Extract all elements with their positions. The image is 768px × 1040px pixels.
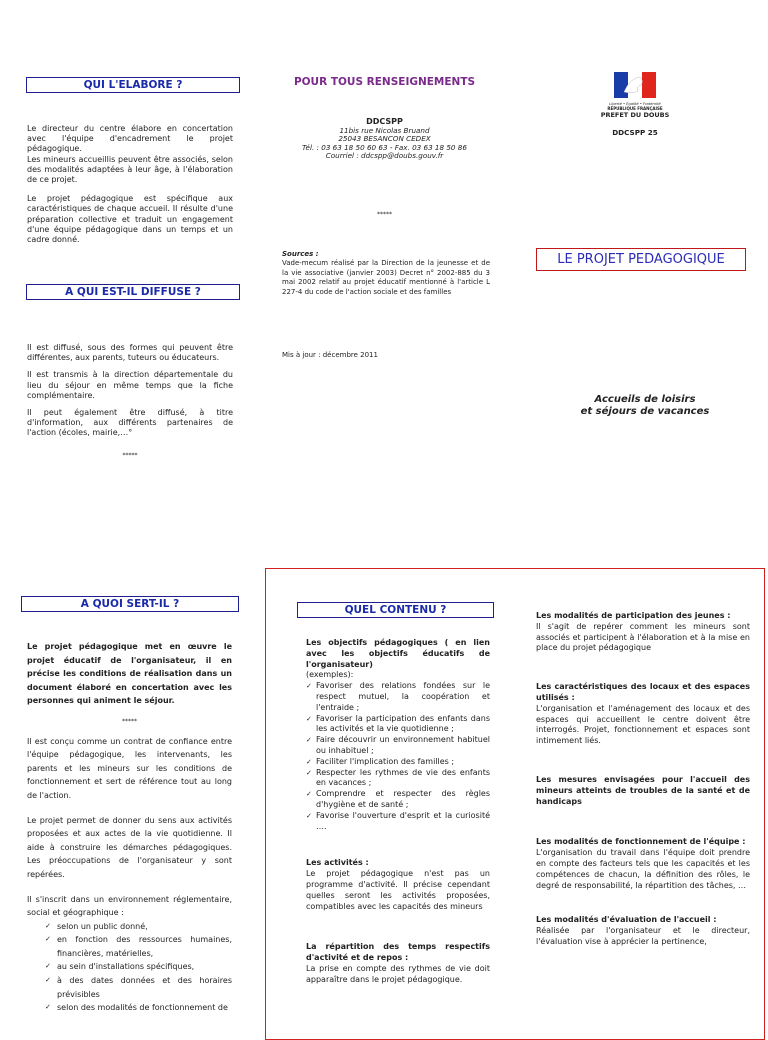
heading-a-quoi-sert: A QUOI SERT-IL ? xyxy=(21,596,239,612)
contact-block xyxy=(282,118,487,161)
evaluation-text: Réalisée par l'organisateur et le directeur, l'évaluation vise à apprécier la pertinence, xyxy=(536,926,750,946)
schedule-title: La répartition des temps respectifs d'activité et de repos : xyxy=(306,942,490,963)
participation-text: Il s'agit de repérer comment les mineurs sont associés et participent à l'élaboration et à la mise en place du projet pédagogique xyxy=(536,621,750,653)
list-item: ✓ Faciliter l'implication des familles ; xyxy=(306,757,490,768)
objectives-examples: (exemples): xyxy=(306,670,354,680)
paragraph: Il est transmis à la direction départementale du lieu du séjour en même temps que la fiche complémentaire. xyxy=(27,370,233,400)
list-item: ✓ selon des modalités de fonctionnement de xyxy=(45,1001,232,1015)
heading-qui-elabore: QUI L'ELABORE ? xyxy=(26,77,240,93)
paragraph: Il peut également être diffusé, à titre d'information, aux différents partenaires de l'action (écoles, mairie,…° xyxy=(27,408,233,438)
subtitle-line2: et séjours de vacances xyxy=(580,406,710,417)
contact-title: POUR TOUS RENSEIGNEMENTS xyxy=(293,76,476,88)
text: Les mineurs accueillis peuvent être associés, selon des modalités adaptées à leur âge, à l'élaboration de ce projet. xyxy=(27,154,233,185)
list-item: ✓ selon un public donné, xyxy=(45,920,232,934)
list-item: ✓ à des dates données et des horaires prévisibles xyxy=(45,974,232,1001)
subtitle-line1: Accueils de loisirs xyxy=(594,394,696,405)
separator-stars: ***** xyxy=(122,717,137,725)
marianne-logo-icon xyxy=(614,72,656,98)
contact-address-line2: 25043 BESANCON CEDEX xyxy=(338,134,431,144)
health-measures-title: Les mesures envisagées pour l'accueil des mineurs atteints de troubles de la santé et de handicaps xyxy=(536,774,750,806)
schedule-text: La prise en compte des rythmes de vie doit apparaître dans le projet pédagogique. xyxy=(306,963,490,984)
contact-email: Courriel : ddcspp@doubs.gouv.fr xyxy=(325,151,444,161)
sources-label: Sources : xyxy=(282,250,319,258)
paragraph xyxy=(27,124,233,185)
prefet-label: PREFET DU DOUBS xyxy=(600,111,670,119)
republique-logo xyxy=(596,72,674,119)
panel6-text xyxy=(536,611,750,948)
paragraph: Il est diffusé, sous des formes qui peuvent être différentes, aux parents, tuteurs ou éducateurs. xyxy=(27,343,233,363)
list-item: ✓ au sein d'installations spécifiques, xyxy=(45,960,232,974)
paragraph: Il s'inscrit dans un environnement réglementaire, social et géographique : xyxy=(27,894,232,918)
logo-motto: Liberté • Égalité • Fraternité xyxy=(609,102,661,106)
list-item: ✓ Faire découvrir un environnement habituel ou inhabituel ; xyxy=(306,735,490,757)
document-subtitle xyxy=(560,394,730,418)
panel1-text-bottom xyxy=(27,343,233,468)
list-item: ✓ Respecter les rythmes de vie des enfants en vacances ; xyxy=(306,768,490,790)
list-item: ✓ Favoriser la participation des enfants dans les activités et la vie quotidienne ; xyxy=(306,714,490,736)
premises-text: L'organisation et l'aménagement des locaux et des espaces qui accueillent le centre doivent être interrogés. Projet, fonctionnement et espaces sont intimement liés. xyxy=(536,703,750,746)
participation-title: Les modalités de participation des jeunes : xyxy=(536,611,731,620)
team-title: Les modalités de fonctionnement de l'équipe : xyxy=(536,837,746,847)
sources-block xyxy=(282,250,490,297)
heading-a-qui-diffuse: A QUI EST-IL DIFFUSE ? xyxy=(26,284,240,300)
list-item: ✓ Favorise l'ouverture d'esprit et la curiosité …. xyxy=(306,811,490,833)
text: Le directeur du centre élabore en concertation avec l'équipe d'encadrement le projet pédagogique. xyxy=(27,124,233,154)
logo-republique: RÉPUBLIQUE FRANÇAISE xyxy=(607,106,663,111)
separator-stars: ***** xyxy=(122,451,138,459)
ddcspp-25: DDCSPP 25 xyxy=(612,128,658,137)
document-title: LE PROJET PEDAGOGIQUE xyxy=(536,248,746,271)
premises-title: Les caractéristiques des locaux et des espaces utilisés : xyxy=(536,682,750,702)
objectives-list xyxy=(306,681,490,832)
context-list xyxy=(27,920,232,1015)
contact-phone: Tél. : 03 63 18 50 60 63 - Fax. 03 63 18 50 86 xyxy=(302,142,467,152)
list-item: ✓ en fonction des ressources humaines, financières, matérielles, xyxy=(45,933,232,960)
heading-quel-contenu: QUEL CONTENU ? xyxy=(297,602,494,618)
paragraph: Le projet permet de donner du sens aux activités proposées et aux actes de la vie quotidienne. Il aide à construire les démarches pédagogiques. Les préoccupations de l'organisateur y sont repérées. xyxy=(27,815,232,879)
panel5-text xyxy=(306,638,490,986)
activities-title: Les activités : xyxy=(306,858,369,868)
list-item: ✓ Favoriser des relations fondées sur le respect mutuel, la coopération et l'entraide ; xyxy=(306,681,490,713)
update-date: Mis à jour : décembre 2011 xyxy=(282,351,378,359)
list-item: ✓ Comprendre et respecter des règles d'hygiène et de santé ; xyxy=(306,789,490,811)
objectives-title: Les objectifs pédagogiques ( en lien avec les objectifs éducatifs de l'organisateur) xyxy=(306,638,490,669)
contact-org: DDCSPP xyxy=(366,117,403,126)
panel1-text-top xyxy=(27,124,233,252)
paragraph: Il est conçu comme un contrat de confiance entre l'équipe pédagogique, les intervenants, les parents et les mineurs sur les conditions de fonctionnement et sert de référence tout au long de l'action. xyxy=(27,736,232,800)
separator-stars: ***** xyxy=(377,211,392,218)
evaluation-title: Les modalités d'évaluation de l'accueil : xyxy=(536,915,717,925)
team-text: L'organisation du travail dans l'équipe doit prendre en compte des facteurs tels que les capacités et les compétences de chacun, la définition des rôles, le degré de responsabilité, la répartition des tâches, … xyxy=(536,848,750,890)
activities-text: Le projet pédagogique n'est pas un programme d'activité. Il précise cependant quelles seront les activités proposées, compatibles avec les capacités des mineurs xyxy=(306,869,490,911)
paragraph: Le projet pédagogique est spécifique aux caractéristiques de chaque accueil. Il résulte d'une préparation collective et traduit un engagement d'une équipe pédagogique dans un temps et un cadre donné. xyxy=(27,194,233,245)
paragraph: Le projet pédagogique met en œuvre le projet éducatif de l'organisateur, il en précise les conditions de réalisation dans un document élaboré en concertation avec les personnes qui animent le séjour. xyxy=(27,642,232,706)
contact-address-line1: 11bis rue Nicolas Bruand xyxy=(339,125,430,135)
panel4-text xyxy=(27,640,232,1015)
sources-text: Vade-mecum réalisé par la Direction de la jeunesse et de la vie associative (janvier 2003) Decret n° 2002-885 du 3 mai 2002 relatif au projet éducatif mentionné à l'article L 227-4 du code de l'action sociale et des familles xyxy=(282,259,490,296)
